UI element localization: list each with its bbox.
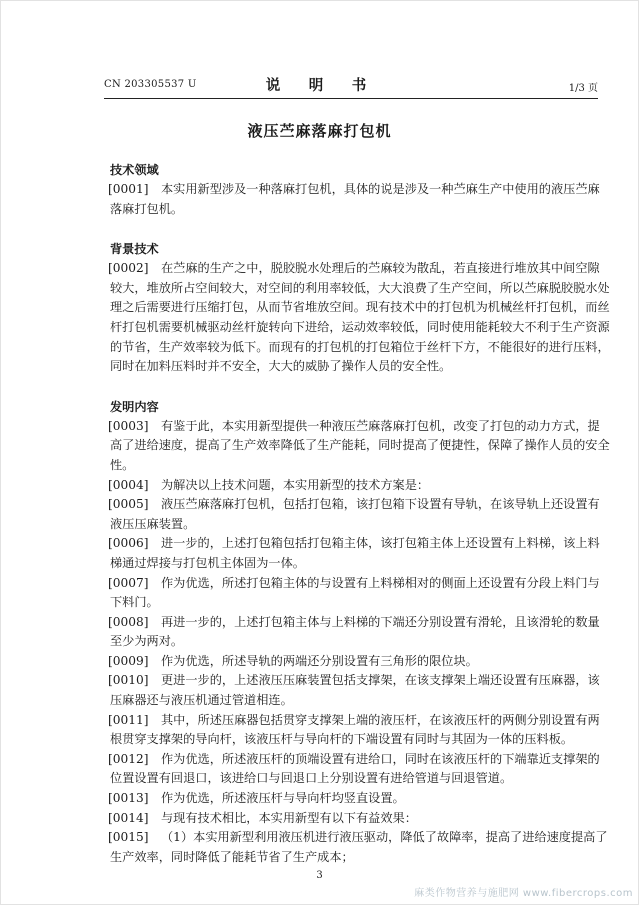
publication-number: CN 203305537 U (104, 79, 197, 90)
paragraph (110, 671, 610, 710)
paragraph-number: [0010] (108, 673, 149, 688)
paragraph (110, 417, 610, 476)
paragraph (110, 809, 610, 829)
paragraph (110, 259, 610, 377)
section-gap (110, 377, 610, 389)
paragraph-number: [0003] (108, 418, 149, 433)
paragraph (110, 534, 610, 573)
paragraph-text: 其中，所述压麻器包括贯穿支撑架上端的液压杆，在该液压杆的两侧分别设置有两根贯穿支撑架的导向杆，该液压杆与导向杆的下端设置有同时与其固为一体的压料板。 (110, 712, 600, 747)
section-heading: 技术领域 (110, 163, 159, 177)
paragraph-text: 作为优选，所述液压杆的顶端设置有进给口，同时在该液压杆的下端靠近支撑架的位置设置有回退口，该进给口与回退口上分别设置有进给管道与回退管道。 (110, 751, 600, 786)
document-type-heading: 说 明 书 (265, 77, 374, 94)
paragraph-text: 在苎麻的生产之中，脱胶脱水处理后的苎麻较为散乱，若直接进行堆放其中间空隙较大，堆放所占空间较大，对空间的利用率较低，大大浪费了生产空间，所以苎麻脱胶脱水处理之后需要进行压缩打包，从而节省堆放空间。现有技术中的打包机为机械丝杆打包机，而丝杆打包机需要机械驱动丝杆旋转向下进给，运动效率较低，同时使用能耗较大不利于生产资源的节省，生产效率较为低下。而现有的打包机的打包箱位于丝杆下方，不能很好的进行压料，同时在加料压料时并不安全，大大的威胁了操作人员的安全性。 (110, 261, 610, 374)
paragraph-number: [0006] (108, 536, 149, 551)
section-heading: 背景技术 (110, 242, 159, 257)
paragraph-number: [0004] (108, 477, 149, 492)
paragraph-number: [0009] (108, 653, 149, 668)
paragraph-text: 进一步的，上述打包箱包括打包箱主体，该打包箱主体上还设置有上料梯，该上料梯通过焊接与打包机主体固为一体。 (110, 536, 600, 570)
section-gap (110, 219, 610, 231)
paragraph (110, 828, 610, 867)
paragraph (110, 613, 610, 652)
document-title: 液压苎麻落麻打包机 (247, 122, 392, 140)
paragraph-number: [0013] (108, 791, 149, 806)
paragraph-text: 更进一步的，上述液压压麻装置包括支撑架，在该支撑架上端还设置有压麻器，该压麻器还与液压机通过管道相连。 (110, 673, 600, 708)
paragraph-number: [0005] (108, 497, 149, 512)
paragraph-number: [0014] (108, 810, 149, 825)
paragraph-number: [0008] (108, 614, 149, 629)
watermark: 麻类作物营养与施肥网 www.fibercrops.com (414, 888, 633, 899)
paragraph-number: [0007] (108, 575, 149, 590)
paragraph-text: 作为优选，所述导轨的两端还分别设置有三角形的限位块。 (161, 653, 478, 668)
paragraph (110, 180, 610, 219)
header-rule (104, 98, 598, 99)
paragraph-text: 液压苎麻落麻打包机，包括打包箱，该打包箱下设置有导轨，在该导轨上还设置有液压压麻装置。 (110, 497, 600, 531)
paragraph-text: 与现有技术相比，本实用新型有以下有益效果： (161, 810, 417, 825)
document-body (110, 148, 610, 867)
paragraph (110, 652, 610, 672)
paragraph (110, 711, 610, 750)
section-heading: 发明内容 (110, 399, 159, 414)
page-indicator: 1/3 页 (568, 83, 598, 94)
paragraph (110, 750, 610, 789)
paragraph-number: [0015] (108, 830, 149, 845)
paragraph-text: （1）本实用新型利用液压机进行液压驱动，降低了故障率，提高了进给速度提高了生产效率，同时降低了能耗节省了生产成本； (110, 830, 608, 864)
paragraph-text: 作为优选，所述液压杆与导向杆均竖直设置。 (161, 791, 405, 806)
paragraph (110, 789, 610, 809)
paragraph-number: [0012] (108, 751, 149, 766)
paragraph-text: 再进一步的，上述打包箱主体与上料梯的下端还分别设置有滑轮，且该滑轮的数量至少为两对。 (110, 614, 600, 649)
paragraph-number: [0002] (108, 261, 149, 276)
paragraph (110, 495, 610, 534)
page-number: 3 (316, 870, 323, 881)
paragraph-text: 为解决以上技术问题，本实用新型的技术方案是： (161, 477, 430, 492)
paragraph (110, 574, 610, 613)
paragraph-number: [0001] (108, 182, 149, 196)
paragraph-text: 有鉴于此，本实用新型提供一种液压苎麻落麻打包机，改变了打包的动力方式，提高了进给速度，提高了生产效率降低了生产能耗，同时提高了便捷性，保障了操作人员的安全性。 (110, 418, 610, 472)
paragraph-text: 作为优选，所述打包箱主体的与设置有上料梯相对的侧面上还设置有分段上料门与下料门。 (110, 575, 600, 610)
paragraph-number: [0011] (108, 712, 149, 727)
paragraph (110, 476, 610, 496)
paragraph-text: 本实用新型涉及一种落麻打包机，具体的说是涉及一种苎麻生产中使用的液压苎麻落麻打包机。 (110, 182, 600, 216)
